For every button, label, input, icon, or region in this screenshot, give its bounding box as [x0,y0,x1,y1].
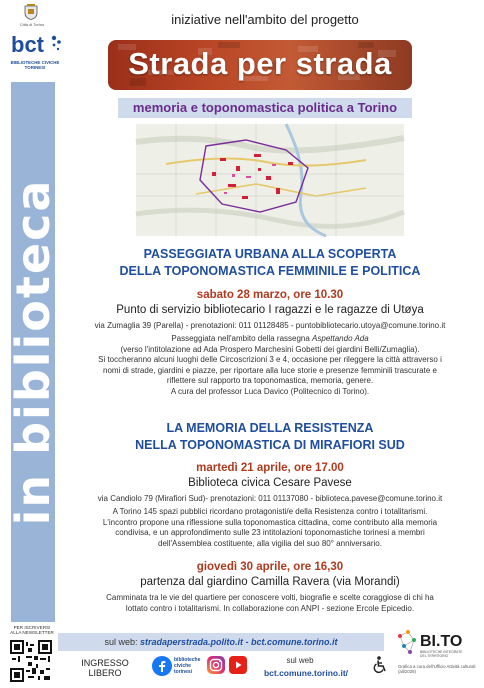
event1-desc-line: Si toccheranno alcuni luoghi delle Circoscrizioni 3 e 4, occasione per rileggere la città attraverso i [98,355,442,365]
title-banner [108,40,412,90]
bito-logo [394,628,484,662]
svg-text:BI.TO: BI.TO [420,633,463,650]
web2-label: sul web [286,656,314,665]
event1-title-line2: DELLA TOPONOMASTICA FEMMINILE E POLITICA [119,264,421,278]
event1-desc-line: A cura del professor Luca Davico (Politecnico di Torino). [170,386,370,396]
qr-code[interactable] [10,640,52,682]
event3-date: giovedì 30 aprile, ore 16,30 [196,561,344,573]
footer-web-link1[interactable]: stradaperstrada.polito.it [140,637,244,647]
svg-text:bct: bct [11,32,44,57]
bct-logo [10,30,62,60]
event1-title [60,246,480,280]
city-crest-icon [24,4,38,20]
bct-caption: BIBLIOTECHE CIVICHE TORINESI [10,60,60,70]
instagram-icon[interactable] [207,656,225,674]
svg-text:BIBLIOTECHE INTEGRATE: BIBLIOTECHE INTEGRATE [420,650,463,654]
event1-venue: Punto di servizio bibliotecario I ragazzi e le ragazze di Utøya [116,304,424,316]
footer-web-sep: - [243,637,252,647]
banner-title: Strada per strada [128,46,392,81]
event1-desc-line: riflettere sul rapporto tra toponomastica, memoria, genere. [166,376,374,386]
event1-title-line1: PASSEGGIATA URBANA ALLA SCOPERTA [143,247,397,261]
facebook-caption: biblioteche civiche torinesi [174,657,201,675]
free-entry [80,658,130,678]
event2-desc-line: dell'Assemblea costituente, alla vigilia del suo 80° anniversario. [158,538,382,548]
event3-venue: partenza dal giardino Camilla Ravera (via Morandi) [140,576,400,588]
event2-title [60,420,480,454]
event2-title-line1: LA MEMORIA DELLA RESISTENZA [166,421,374,435]
free-entry-line1: INGRESSO [81,658,129,668]
side-band [6,82,60,622]
event1-desc-line: nomi di strade, giardini e piazze, per riportare alla luce storie e presenze femminili trascurate e [103,365,437,375]
wheelchair-access-icon [372,656,388,674]
crest-caption: Città di Torino [19,22,45,27]
event3-desc-line: lottato contro i totalitarismi. In collaborazione con ANPI - sezione Ercole Epicedio. [125,603,415,613]
event2-address: via Candiolo 79 (Mirafiori Sud)- prenotazioni: 011 01137080 - biblioteca.pavese@comune.torino.it [97,494,443,503]
youtube-icon[interactable] [229,656,247,674]
bito-caption: Grafica a cura dell'Ufficio Attività culturali (all/2026) [398,664,476,675]
event2-desc-line: A Torino 145 spazi pubblici ricordano protagonisti/e della Resistenza contro i totalitarismi. [112,507,428,516]
footer-web-link2[interactable]: bct.comune.torino.it [251,637,338,647]
web2-link[interactable]: bct.comune.torino.it/ [263,668,349,678]
city-map [136,124,404,236]
event2-desc-line: condivisa, e un approfondimento sulle 23 intitolazioni toponomastiche torinesi a membri [115,528,425,538]
event3-desc-line: Camminata tra le vie del quartiere per conoscere volti, biografie e scelte coraggiose di chi ha [106,593,434,602]
event2-desc-line: L'incontro propone una riflessione sulla toponomastica cittadina, come contributo alla memoria [102,517,438,527]
event1-date: sabato 28 marzo, ore 10.30 [196,289,344,301]
event1-desc-italic: Aspettando Ada [312,334,369,343]
event1-desc-line: (verso l'intitolazione ad Ada Prospero Marchesini Gobetti dei giardini Belli/Zumaglia). [120,344,420,354]
event2-venue: Biblioteca civica Cesare Pavese [188,477,352,489]
event2-title-line2: NELLA TOPONOMASTICA DI MIRAFIORI SUD [135,438,405,452]
event2-description [64,507,476,549]
free-entry-line2: LIBERO [88,668,122,678]
footer-web-label: sul web: [104,637,138,647]
event1-desc-intro [64,334,476,345]
footer-web-band [58,633,384,651]
event2-date: martedì 21 aprile, ore 17.00 [196,462,344,474]
facebook-icon[interactable] [152,656,172,676]
project-kicker: iniziative nell'ambito del progetto [171,12,359,27]
side-band-text: in biblioteca [6,178,60,526]
svg-text:DEL TERRITORIO: DEL TERRITORIO [420,654,449,658]
newsletter-label: PER ISCRIVERSI ALLA NEWSLETTER [10,625,54,636]
project-subtitle: memoria e toponomastica politica a Torino [118,98,412,118]
event1-desc-pre: Passeggiata nell'ambito della rassegna [171,334,313,343]
event1-description [64,334,476,398]
event1-address: via Zumaglia 39 (Parella) - prenotazioni: 011 01128485 - puntobibliotecario.utoya@comune.torino.it [94,321,446,330]
event3-description [64,593,476,614]
